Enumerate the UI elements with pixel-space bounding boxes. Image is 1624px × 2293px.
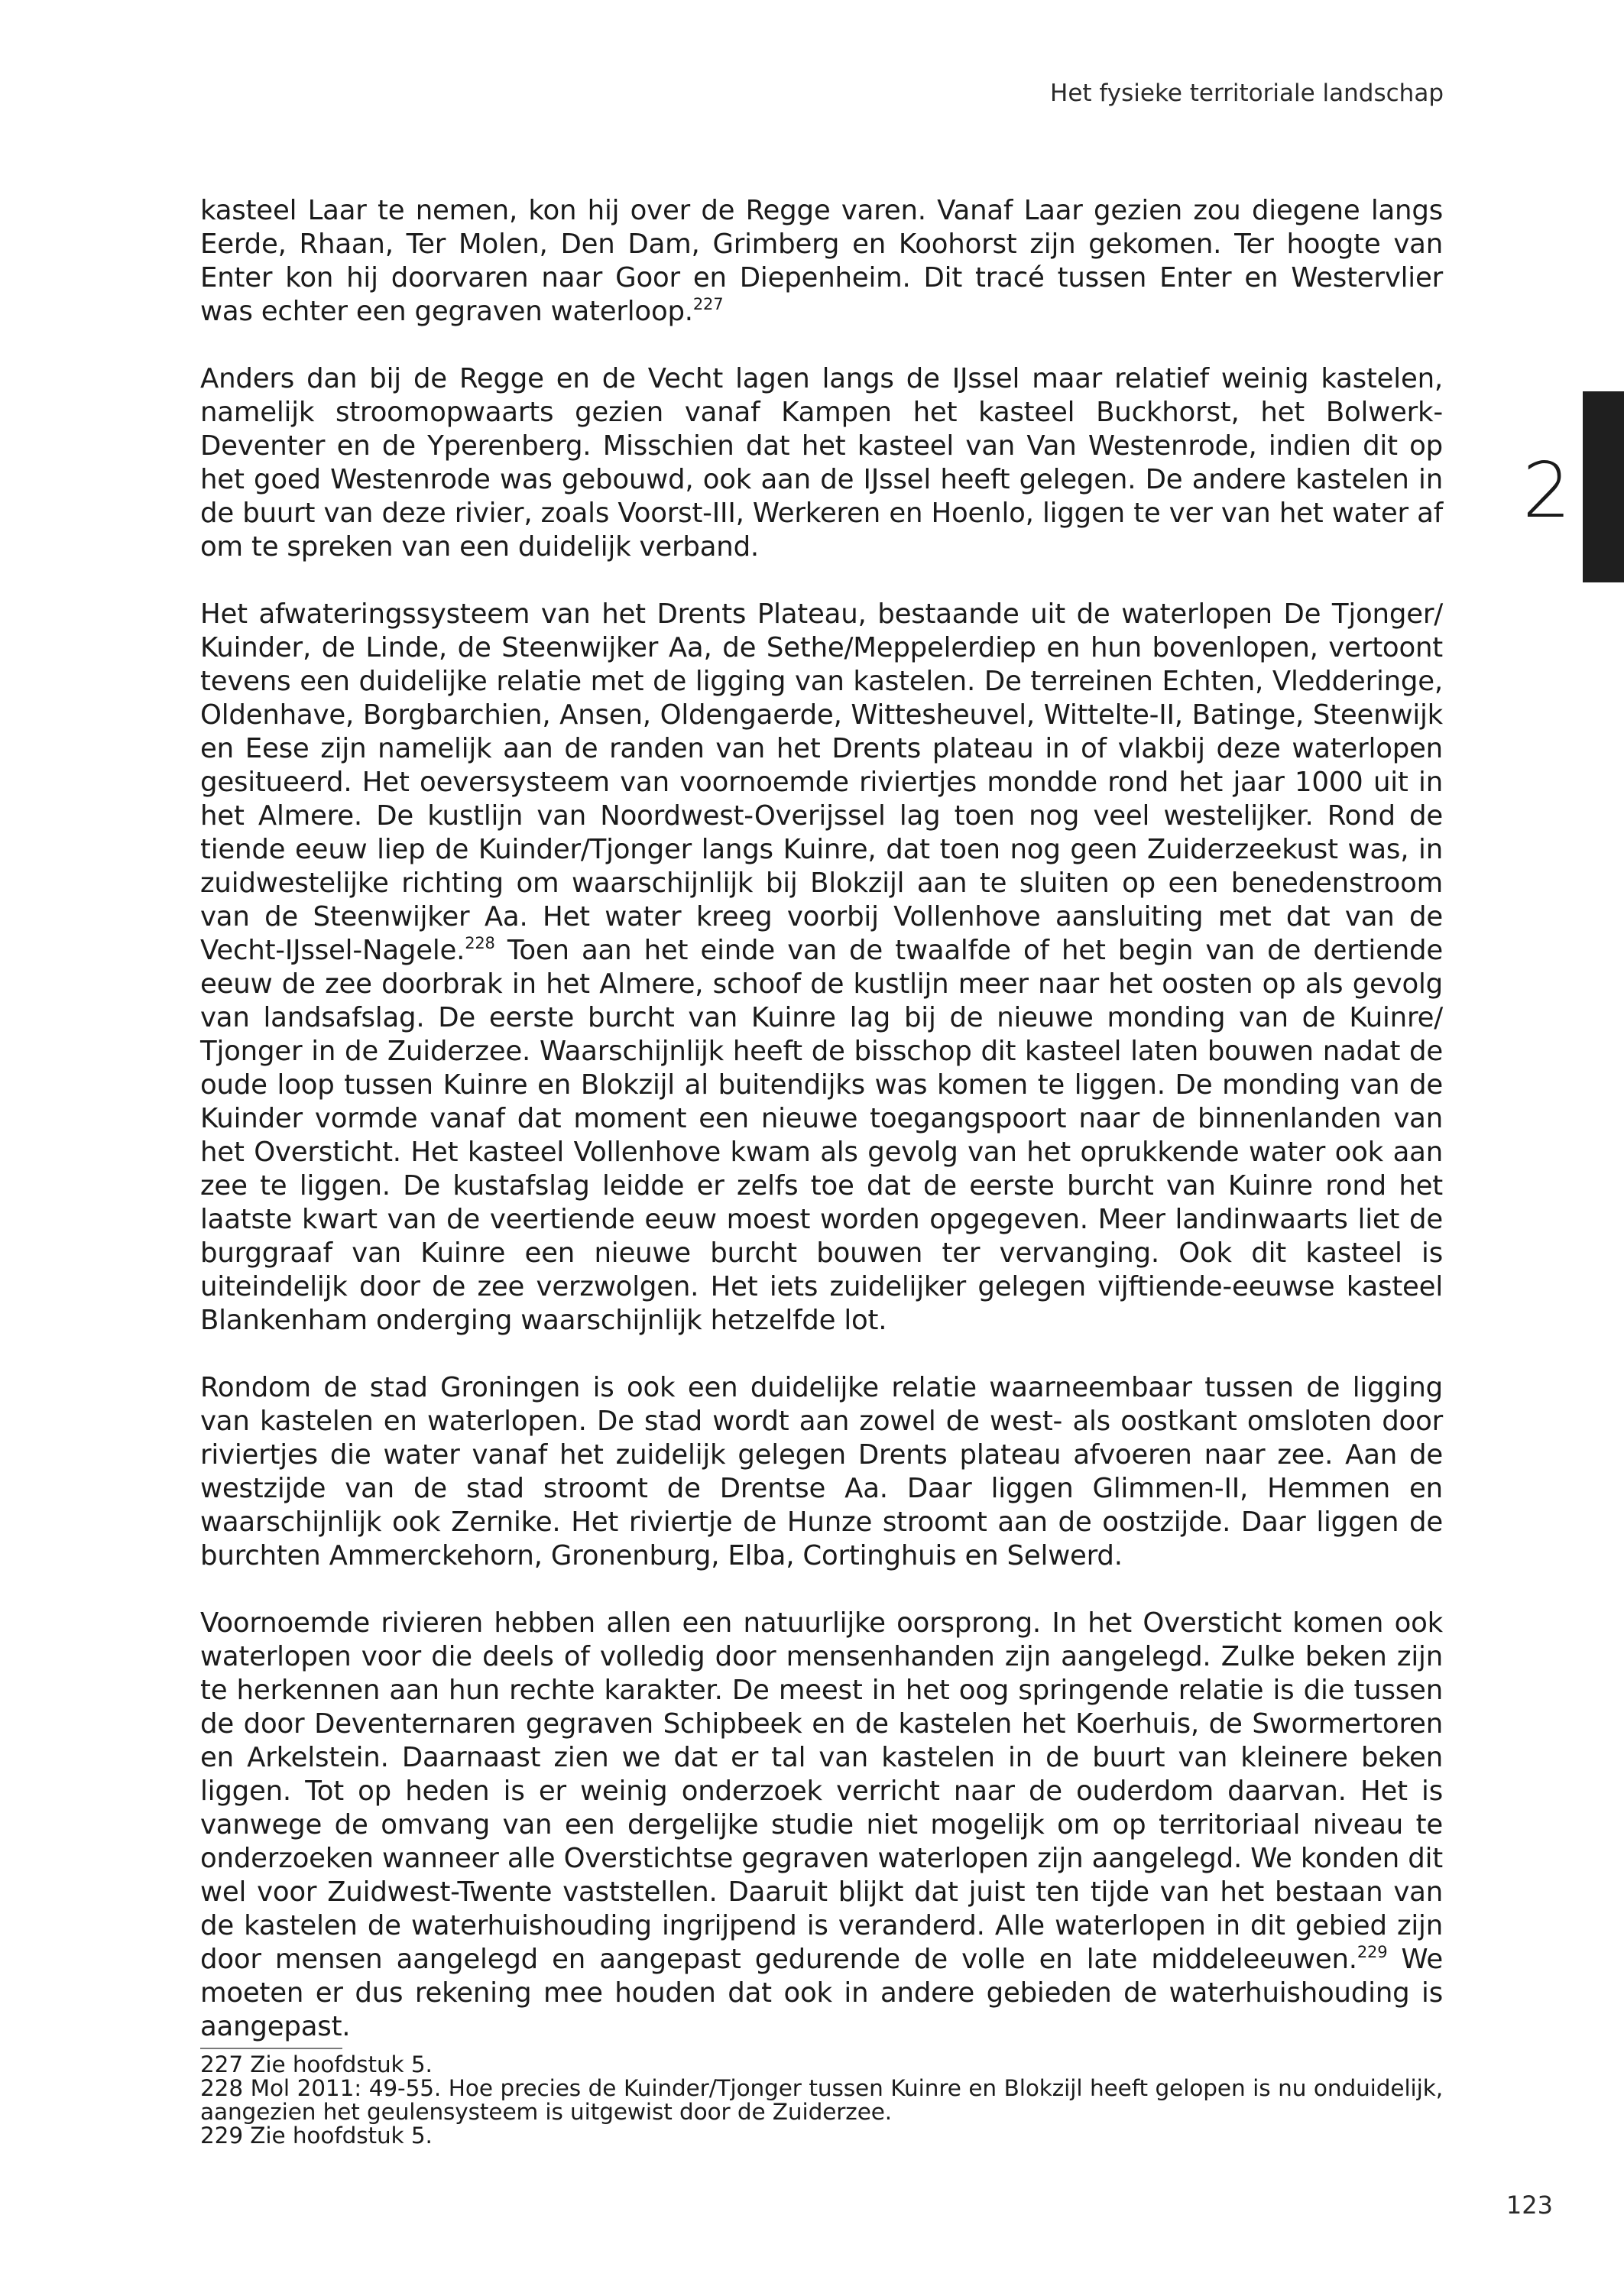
running-head: Het fysieke territoriale landschap: [1050, 79, 1444, 107]
body-paragraph: [200, 1371, 1443, 1573]
body-paragraph: [200, 598, 1443, 1338]
footnotes: [200, 2053, 1443, 2148]
paragraph-text: kasteel Laar te nemen, kon hij over de Regge varen. Vanaf Laar gezien zou diegene langs Eerde, Rhaan, Ter Molen, Den Dam, Grimberg en Koohorst zijn gekomen. Ter hoogte van Enter kon hij doorvaren naar Goor en Diepenheim. Dit tracé tussen Enter en Westervlier was echter een gegraven waterloop.: [200, 195, 1443, 327]
paragraph-text: We moeten er dus rekening mee houden dat ook in andere gebieden de waterhuishouding is aangepast.: [200, 1944, 1443, 2042]
paragraph-text: Voornoemde rivieren hebben allen een natuurlijke oorsprong. In het Oversticht komen ook waterlopen voor die deels of volledig door mensenhanden zijn aangelegd. Zulke beken zijn te herkennen aan hun rechte karakter. De meest in het oog springende relatie is die tussen de door Deventernaren gegraven Schipbeek en de kastelen het Koerhuis, de Swormertoren en Arkelstein. Daarnaast zien we dat er tal van kastelen in de buurt van kleinere beken liggen. Tot op heden is er weinig onderzoek verricht naar de ouderdom daarvan. Het is vanwege de omvang van een dergelijke studie niet mogelijk om op territoriaal niveau te onderzoeken wanneer alle Overstichtse gegraven waterlopen zijn aangelegd. We konden dit wel voor Zuidwest-Twente vaststellen. Daaruit blijkt dat juist ten tijde van het bestaan van de kastelen de waterhuishouding ingrijpend is veranderd. Alle waterlopen in dit gebied zijn door mensen aangelegd en aangepast gedurende de volle en late middeleeuwen.: [200, 1607, 1443, 1975]
footnote-reference: 228: [465, 934, 495, 952]
footnote-227: 227 Zie hoofdstuk 5.: [200, 2051, 433, 2077]
footnote-divider: [200, 2048, 342, 2049]
body-paragraph: [200, 362, 1443, 564]
page-number: 123: [1506, 2191, 1553, 2220]
paragraph-text: Rondom de stad Groningen is ook een duidelijke relatie waarneembaar tussen de ligging van kastelen en waterlopen. De stad wordt aan zowel de west- als oostkant omsloten door riviertjes die water vanaf het zuidelijk gelegen Drents plateau afvoeren naar zee. Aan de westzijde van de stad stroomt de Drentse Aa. Daar liggen Glimmen-II, Hemmen en waarschijnlijk ook Zernike. Het riviertje de Hunze stroomt aan de oostzijde. Daar liggen de burchten Ammerckehorn, Gronenburg, Elba, Cortinghuis en Selwerd.: [200, 1372, 1443, 1571]
footnote-reference: 229: [1357, 1943, 1388, 1961]
chapter-number: 2: [1522, 446, 1571, 535]
chapter-tab: [1583, 391, 1624, 582]
footnote-228: 228 Mol 2011: 49-55. Hoe precies de Kuinder/Tjonger tussen Kuinre en Blokzijl heeft gelopen is nu onduidelijk, aangezien het geulensysteem is uitgewist door de Zuiderzee.: [200, 2075, 1443, 2125]
paragraph-text: Anders dan bij de Regge en de Vecht lagen langs de IJssel maar relatief weinig kastelen, namelijk stroomopwaarts gezien vanaf Kampen het kasteel Buckhorst, het Bolwerk-Deventer en de Yperenberg. Misschien dat het kasteel van Van Westenrode, indien dit op het goed Westenrode was gebouwd, ook aan de IJssel heeft gelegen. De andere kastelen in de buurt van deze rivier, zoals Voorst-III, Werkeren en Hoenlo, liggen te ver van het water af om te spreken van een duidelijk verband.: [200, 363, 1443, 563]
footnote-229: 229 Zie hoofdstuk 5.: [200, 2123, 433, 2149]
body-paragraph: [200, 194, 1443, 329]
paragraph-text: Toen aan het einde van de twaalfde of het begin van de dertiende eeuw de zee doorbrak in het Almere, schoof de kustlijn meer naar het oosten op als gevolg van landsafslag. De eerste burcht van Kuinre lag bij de nieuwe monding van de Kuinre/ Tjonger in de Zuiderzee. Waarschijnlijk heeft de bisschop dit kasteel laten bouwen nadat de oude loop tussen Kuinre en Blokzijl al buitendijks was komen te liggen. De monding van de Kuinder vormde vanaf dat moment een nieuwe toegangspoort naar de binnenlanden van het Oversticht. Het kasteel Vollenhove kwam als gevolg van het oprukkende water ook aan zee te liggen. De kustafslag leidde er zelfs toe dat de eerste burcht van Kuinre rond het laatste kwart van de veertiende eeuw moest worden opgegeven. Meer landinwaarts liet de burggraaf van Kuinre een nieuwe burcht bouwen ter vervanging. Ook dit kasteel is uiteindelijk door de zee verzwolgen. Het iets zuidelijker gelegen vijftiende-eeuwse kasteel Blankenham onderging waarschijnlijk hetzelfde lot.: [200, 935, 1443, 1336]
body-text: [200, 194, 1443, 2077]
body-paragraph: [200, 1607, 1443, 2044]
paragraph-text: Het afwateringssysteem van het Drents Plateau, bestaande uit de waterlopen De Tjonger/ Kuinder, de Linde, de Steenwijker Aa, de Sethe/Meppelerdiep en hun bovenlopen, vertoont tevens een duidelijke relatie met de ligging van kastelen. De terreinen Echten, Vledderinge, Oldenhave, Borgbarchien, Ansen, Oldengaerde, Wittesheuvel, Wittelte-II, Batinge, Steenwijk en Eese zijn namelijk aan de randen van het Drents plateau in of vlakbij deze waterlopen gesitueerd. Het oeversysteem van voornoemde riviertjes mondde rond het jaar 1000 uit in het Almere. De kustlijn van Noordwest-Overijssel lag toen nog veel westelijker. Rond de tiende eeuw liep de Kuinder/Tjonger langs Kuinre, dat toen nog geen Zuiderzeekust was, in zuidwestelijke richting om waarschijnlijk bij Blokzijl aan te sluiten op een benedenstroom van de Steenwijker Aa. Het water kreeg voorbij Vollenhove aansluiting met dat van de Vecht-IJssel-Nagele.: [200, 598, 1443, 966]
footnote-reference: 227: [692, 295, 724, 313]
